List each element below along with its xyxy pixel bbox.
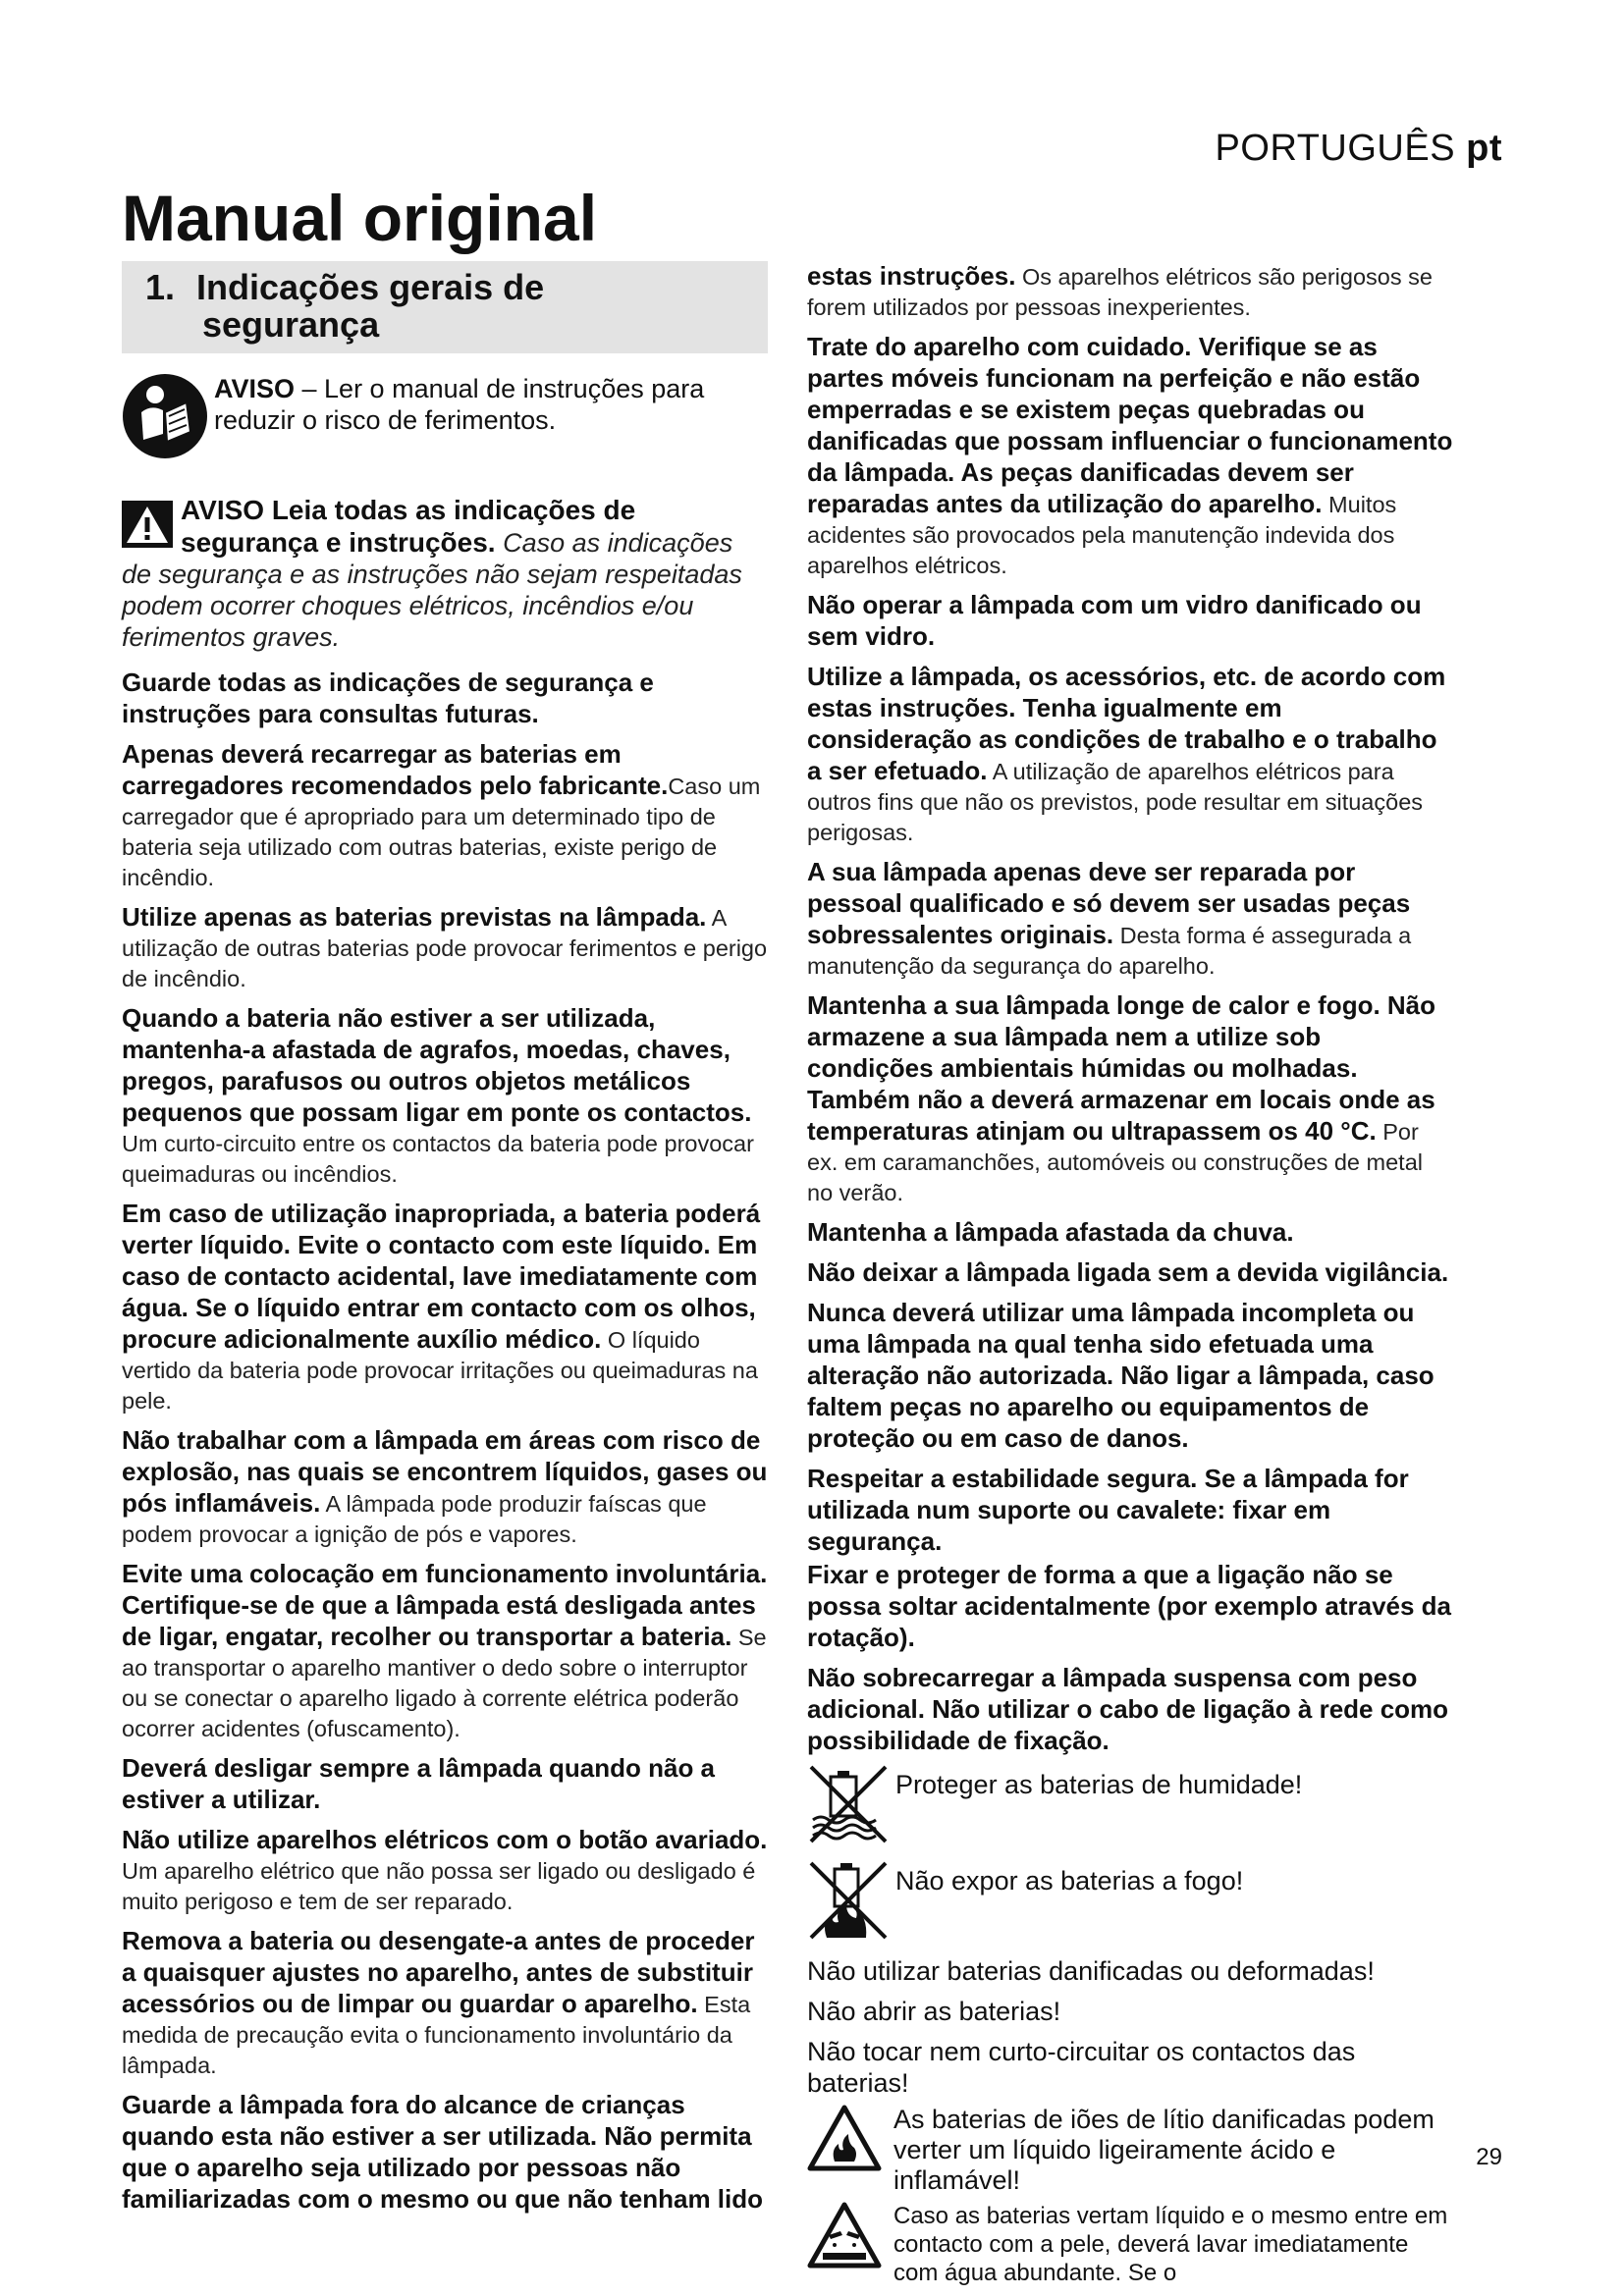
corrosive-warning-text: Caso as baterias vertam líquido e o mesmo entre em contacto com a pele, deverá lavar imediatamente com água abundante. Se o (893, 2203, 1448, 2286)
left-para-10: Guarde a lâmpada fora do alcance de crianças quando esta não estiver a ser utilizada. Não permita que o aparelho seja utilizado por pessoas não familiarizadas com o mesmo ou que não tenham lido (122, 2090, 764, 2214)
left-para-7: Deverá desligar sempre a lâmpada quando não a estiver a utilizar. (122, 1753, 716, 1814)
left-para-4: Em caso de utilização inapropriada, a bateria poderá verter líquido. Evite o contacto com este líquido. Em caso de contacto acidental, lave imediatamente com água. Se o líquido entrar em contacto com os olhos, procure adicionalmente auxílio médico. O líquido vertido da bateria pode provocar irritações ou queimaduras na pele. (122, 1199, 761, 1414)
read-manual-icon (122, 373, 208, 467)
warning2-bold: AVISO Leia todas as indicações de segurança e instruções. (181, 495, 636, 558)
right-para-5: Mantenha a sua lâmpada longe de calor e fogo. Não armazene a sua lâmpada nem a utilize sob condições ambientais húmidas ou molhadas. Também não a deverá armazenar em locais onde as temperaturas atinjam ou ultrapassem os 40 °C. Por ex. em caramanchões, automóveis ou construções de metal no verão. (807, 990, 1436, 1205)
flammable-triangle-icon (807, 2105, 882, 2179)
right-para-9: Respeitar a estabilidade segura. Se a lâmpada for utilizada num suporte ou cavalete: fixar em segurança. (807, 1464, 1409, 1556)
section-heading (122, 261, 768, 353)
right-para-3: Utilize a lâmpada, os acessórios, etc. de acordo com estas instruções. Tenha igualmente em consideração as condições de trabalho e o trabalho a ser efetuado. A utilização de aparelhos elétricos para outros fins que não os previstos, pode resultar em situações perigosas. (807, 662, 1446, 845)
left-para-5: Não trabalhar com a lâmpada em áreas com risco de explosão, nas quais se encontrem líquidos, gases ou pós inflamáveis. A lâmpada pode produzir faíscas que podem provocar a ignição de pós e vapores. (122, 1425, 768, 1547)
right-column (807, 261, 1453, 2293)
left-para-8: Não utilize aparelhos elétricos com o botão avariado. Um aparelho elétrico que não possa ser ligado ou desligado é muito perigoso e tem de ser reparado. (122, 1825, 768, 1914)
warning1-text: – Ler o manual de instruções para reduzir o risco de ferimentos. (214, 374, 705, 435)
right-para-7: Não deixar a lâmpada ligada sem a devida vigilância. (807, 1257, 1449, 1287)
left-para-6: Evite uma colocação em funcionamento involuntária. Certifique-se de que a lâmpada está desligada antes de ligar, engatar, recolher ou transportar a bateria. Se ao transportar o aparelho mantiver o dedo sobre o interruptor ou se conectar o aparelho ligado à corrente elétrica poderão ocorrer acidentes (ofuscamento). (122, 1559, 768, 1741)
flammable-warning-row (807, 2105, 1453, 2196)
right-para-4: A sua lâmpada apenas deve ser reparada por pessoal qualificado e só devem ser usadas peças sobressalentes originais. Desta forma é assegurada a manutenção da segurança do aparelho. (807, 857, 1412, 979)
left-para-9: Remova a bateria ou desengate-a antes de proceder a quaisquer ajustes no aparelho, antes de substituir acessórios ou de limpar ou guardar o aparelho. Esta medida de precaução evita o funcionamento involuntário da lâmpada. (122, 1926, 755, 2078)
right-para-0: estas instruções. Os aparelhos elétricos são perigosos se forem utilizados por pessoas inexperientes. (807, 261, 1433, 320)
right-para-6: Mantenha a lâmpada afastada da chuva. (807, 1217, 1294, 1247)
left-para-0: Guarde todas as indicações de segurança e instruções para consultas futuras. (122, 667, 654, 728)
page-number: 29 (1476, 2144, 1502, 2170)
warning2-italic: Caso as indicações de segurança e as instruções não sejam respeitadas podem ocorrer choques elétricos, incêndios e/ou ferimentos graves. (122, 528, 742, 652)
corrosive-triangle-icon (807, 2202, 882, 2276)
no-humidity-symbol-row (807, 1763, 1453, 1853)
section-title-line1: Indicações gerais de (196, 267, 545, 307)
general-warning (122, 495, 768, 654)
no-fire-icon (807, 1859, 890, 1949)
right-para-8: Nunca deverá utilizar uma lâmpada incompleta ou uma lâmpada na qual tenha sido efetuada uma alteração não autorizada. Não ligar a lâmpada, caso faltem peças no aparelho ou equipamentos de proteção ou em caso de danos. (807, 1298, 1435, 1453)
no-damaged-batteries-text: Não utilizar baterias danificadas ou deformadas! (807, 1956, 1375, 1986)
page-title: Manual original (122, 182, 598, 254)
flammable-warning-text: As baterias de iões de lítio danificadas podem verter um líquido ligeiramente ácido e inflamável! (893, 2105, 1435, 2195)
left-para-3: Quando a bateria não estiver a ser utilizada, mantenha-a afastada de agrafos, moedas, chaves, pregos, parafusos ou outros objetos metálicos pequenos que possam ligar em ponte os contactos. Um curto-circuito entre os contactos da bateria pode provocar queimaduras ou incêndios. (122, 1003, 754, 1187)
section-number: 1. (145, 267, 176, 307)
manual-warning (122, 373, 768, 467)
right-para-10: Fixar e proteger de forma a que a ligação não se possa soltar acidentalmente (por exemplo através da rotação). (807, 1560, 1452, 1652)
language-name: PORTUGUÊS (1215, 128, 1456, 169)
no-open-batteries-text: Não abrir as baterias! (807, 1997, 1061, 2026)
no-fire-text: Não expor as baterias a fogo! (895, 1866, 1244, 1896)
no-humidity-text: Proteger as baterias de humidade! (895, 1770, 1303, 1799)
language-code: pt (1466, 128, 1502, 169)
no-humidity-icon (807, 1763, 890, 1853)
left-column (122, 261, 768, 2224)
no-short-circuit-text: Não tocar nem curto-circuitar os contactos das baterias! (807, 2037, 1356, 2098)
corrosive-warning-row (807, 2202, 1453, 2287)
warning-triangle-icon (122, 501, 173, 556)
right-para-2: Não operar a lâmpada com um vidro danificado ou sem vidro. (807, 590, 1422, 651)
right-para-11: Não sobrecarregar a lâmpada suspensa com peso adicional. Não utilizar o cabo de ligação à rede como possibilidade de fixação. (807, 1663, 1449, 1755)
warning1-label: AVISO (214, 374, 296, 403)
left-para-1: Apenas deverá recarregar as baterias em carregadores recomendados pelo fabricante.Caso um carregador que é apropriado para um determinado tipo de bateria seja utilizado com outras baterias, existe perigo de incêndio. (122, 739, 761, 890)
left-para-2: Utilize apenas as baterias previstas na lâmpada. A utilização de outras baterias pode provocar ferimentos e perigo de incêndio. (122, 902, 768, 991)
no-fire-symbol-row (807, 1859, 1453, 1949)
section-title-line2: segurança (202, 304, 380, 345)
right-para-1: Trate do aparelho com cuidado. Verifique se as partes móveis funcionam na perfeição e não estão emperradas e se existem peças quebradas ou danificadas que possam influenciar o funcionamento da lâmpada. As peças danificadas devem ser reparadas antes da utilização do aparelho. Muitos acidentes são provocados pela manutenção indevida dos aparelhos elétricos. (807, 332, 1453, 578)
language-label (1216, 128, 1502, 170)
